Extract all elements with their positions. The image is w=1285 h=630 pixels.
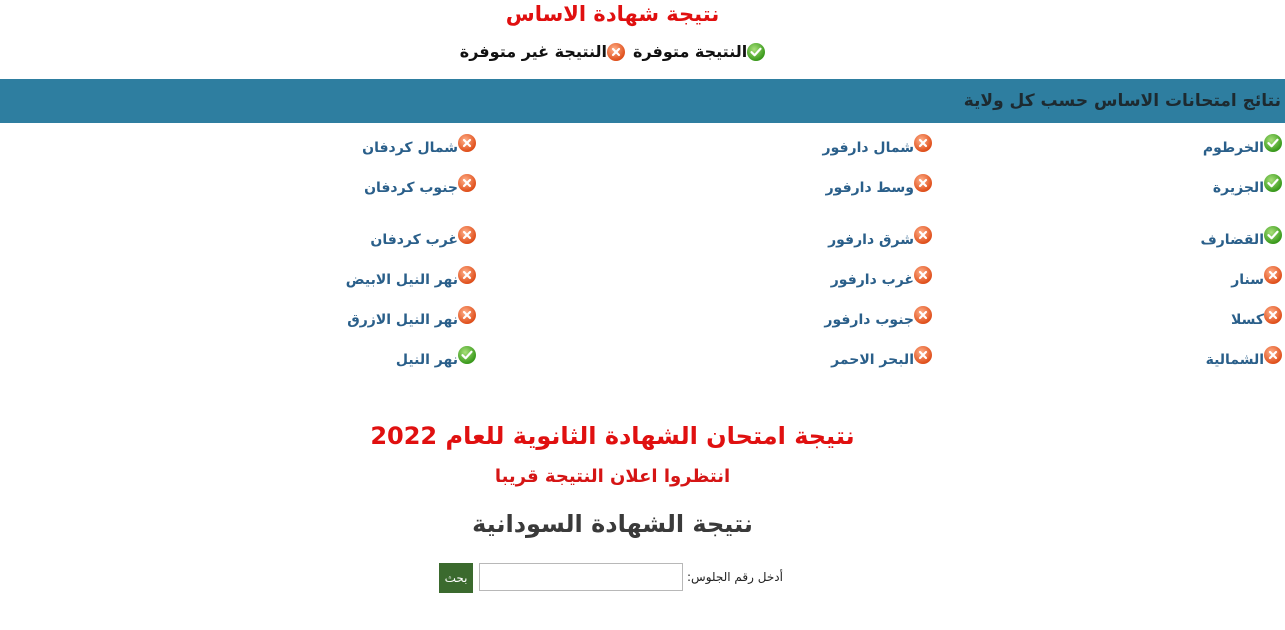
- state-link-central-darfur[interactable]: [826, 170, 932, 196]
- state-link-kassala[interactable]: [1231, 302, 1282, 328]
- seat-number-label: أدخل رقم الجلوس:: [687, 570, 783, 584]
- state-label: نهر النيل: [395, 352, 458, 368]
- state-label: نهر النيل الابيض: [345, 272, 458, 288]
- state-label: البحر الاحمر: [831, 352, 914, 368]
- state-label: غرب كردفان: [370, 232, 458, 248]
- legend-unavailable: [460, 42, 625, 61]
- state-link-west-kordofan[interactable]: [370, 222, 476, 248]
- state-label: شرق دارفور: [828, 232, 914, 248]
- state-label: جنوب دارفور: [824, 312, 914, 328]
- state-link-gezira[interactable]: [1213, 170, 1282, 196]
- state-label: نهر النيل الازرق: [347, 312, 458, 328]
- x-icon: [1264, 266, 1282, 284]
- x-icon: [1264, 306, 1282, 324]
- check-icon: [1264, 134, 1282, 152]
- legend-available-label: النتيجة متوفرة: [633, 42, 748, 61]
- state-label: كسلا: [1230, 312, 1264, 328]
- state-link-north-darfur[interactable]: [823, 130, 932, 156]
- secondary-subtitle: انتظروا اعلان النتيجة قريبا: [494, 466, 731, 487]
- state-label: شمال دارفور: [822, 140, 914, 156]
- state-label: القضارف: [1200, 232, 1264, 248]
- state-link-sennar[interactable]: [1231, 262, 1282, 288]
- x-icon: [914, 226, 932, 244]
- x-icon: [914, 134, 932, 152]
- state-link-north-kordofan[interactable]: [362, 130, 476, 156]
- legend: [0, 42, 1225, 61]
- x-icon: [458, 306, 476, 324]
- check-icon: [747, 43, 765, 61]
- legend-unavailable-label: النتيجة غير متوفرة: [459, 42, 607, 61]
- state-label: الشمالية: [1205, 352, 1264, 368]
- state-label: جنوب كردفان: [364, 180, 458, 196]
- state-link-red-sea[interactable]: [831, 342, 932, 368]
- state-link-south-darfur[interactable]: [824, 302, 932, 328]
- sudanese-title: نتيجة الشهادة السودانية: [472, 510, 753, 538]
- seat-number-input[interactable]: [479, 563, 683, 591]
- x-icon: [607, 43, 625, 61]
- x-icon: [458, 174, 476, 192]
- state-link-gedaref[interactable]: [1200, 222, 1282, 248]
- check-icon: [458, 346, 476, 364]
- x-icon: [458, 226, 476, 244]
- x-icon: [458, 266, 476, 284]
- x-icon: [914, 174, 932, 192]
- page-title: نتيجة شهادة الاساس: [505, 2, 720, 26]
- search-button[interactable]: بحث: [439, 563, 473, 593]
- x-icon: [914, 266, 932, 284]
- state-link-white-nile[interactable]: [346, 262, 476, 288]
- state-label: شمال كردفان: [362, 140, 458, 156]
- x-icon: [458, 134, 476, 152]
- state-link-northern[interactable]: [1206, 342, 1282, 368]
- state-label: غرب دارفور: [830, 272, 914, 288]
- state-label: الخرطوم: [1202, 140, 1264, 156]
- state-link-river-nile[interactable]: [396, 342, 476, 368]
- x-icon: [1264, 346, 1282, 364]
- state-label: وسط دارفور: [825, 180, 914, 196]
- state-label: الجزيرة: [1212, 180, 1264, 196]
- seat-number-search: [439, 563, 799, 593]
- check-icon: [1264, 174, 1282, 192]
- check-icon: [1264, 226, 1282, 244]
- state-link-blue-nile[interactable]: [347, 302, 476, 328]
- x-icon: [914, 306, 932, 324]
- secondary-title: نتيجة امتحان الشهادة الثانوية للعام 2022: [370, 422, 855, 450]
- state-link-west-darfur[interactable]: [831, 262, 932, 288]
- state-link-east-darfur[interactable]: [828, 222, 932, 248]
- x-icon: [914, 346, 932, 364]
- section-banner: نتائج امتحانات الاساس حسب كل ولاية: [0, 79, 1285, 123]
- state-link-south-kordofan[interactable]: [364, 170, 476, 196]
- state-label: سنار: [1231, 272, 1264, 288]
- legend-available: [633, 42, 765, 61]
- state-link-khartoum[interactable]: [1203, 130, 1282, 156]
